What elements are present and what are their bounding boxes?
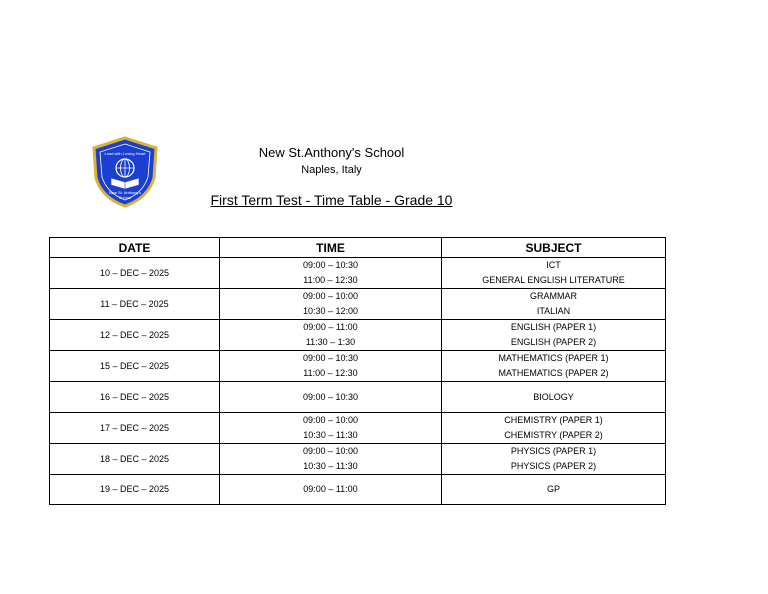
time-cell [220,289,442,320]
time-cell [220,444,442,475]
time-slot: 10:30 – 11:30 [303,461,358,471]
time-cell [220,413,442,444]
logo-caption-line1: New St. Anthony's [108,190,142,195]
timetable-body [50,258,666,505]
subject-name: GP [546,484,560,494]
time-slot: 10:30 – 11:30 [303,430,358,440]
column-header-time: TIME [220,238,442,258]
subject-name: BIOLOGY [533,391,574,402]
subject-cell [442,475,666,505]
date-cell: 10 – DEC – 2025 [50,258,220,289]
subject-name: PHYSICS (PAPER 1) [510,446,597,456]
subject-name: MATHEMATICS (PAPER 2) [498,368,609,378]
table-row [50,382,666,413]
table-row [50,289,666,320]
subject-cell [442,444,666,475]
subject-cell [442,258,666,289]
subject-name: MATHEMATICS (PAPER 1) [498,353,609,363]
subject-name: GENERAL ENGLISH LITERATURE [482,275,625,285]
subject-name: ENGLISH (PAPER 2) [510,337,597,347]
timetable-header-row [50,238,666,258]
time-slot: 09:00 – 11:00 [303,484,358,494]
date-cell: 12 – DEC – 2025 [50,320,220,351]
table-row [50,475,666,505]
date-cell: 16 – DEC – 2025 [50,382,220,413]
time-cell [220,258,442,289]
school-location: Naples, Italy [301,164,362,176]
time-slot: 09:00 – 10:00 [302,446,359,456]
date-cell: 18 – DEC – 2025 [50,444,220,475]
table-row [50,413,666,444]
subject-cell [442,413,666,444]
subject-name: CHEMISTRY (PAPER 2) [504,430,603,440]
time-slot: 09:00 – 10:30 [302,260,359,270]
time-slot: 09:00 – 10:30 [302,391,359,402]
time-cell [220,475,442,505]
time-slot: 11:00 – 12:30 [303,275,358,285]
page-title-text: First Term Test - Time Table - Grade 10 [210,192,453,208]
subject-cell [442,289,666,320]
column-header-date: DATE [50,238,220,258]
subject-cell [442,320,666,351]
subject-name: GRAMMAR [530,291,577,301]
time-cell [220,320,442,351]
date-cell: 17 – DEC – 2025 [50,413,220,444]
time-slot: 11:00 – 12:30 [303,368,358,378]
subject-name: ICT [546,260,561,270]
subject-name: ITALIAN [536,306,571,316]
date-cell: 19 – DEC – 2025 [50,475,220,505]
table-row [50,320,666,351]
subject-name: CHEMISTRY (PAPER 1) [504,415,603,425]
column-header-subject: SUBJECT [442,238,666,258]
date-cell: 11 – DEC – 2025 [50,289,220,320]
time-cell [220,382,442,413]
time-cell [220,351,442,382]
subject-name: PHYSICS (PAPER 2) [510,461,597,471]
timetable [49,237,666,505]
table-row [50,351,666,382]
date-cell: 15 – DEC – 2025 [50,351,220,382]
subject-name: ENGLISH (PAPER 1) [510,322,597,332]
time-slot: 11:30 – 1:30 [305,337,356,347]
table-row [50,258,666,289]
subject-cell [442,382,666,413]
time-slot: 09:00 – 11:00 [303,322,358,332]
time-slot: 09:00 – 10:00 [302,291,359,301]
time-slot: 09:00 – 10:30 [302,353,359,363]
logo-caption-line2: School [118,195,132,200]
time-slot: 09:00 – 10:00 [302,415,359,425]
logo-motto: Lead with Loving Heart [104,151,146,156]
time-slot: 10:30 – 12:00 [302,306,359,316]
subject-cell [442,351,666,382]
school-name: New St.Anthony's School [258,145,405,160]
page-title [0,192,663,208]
table-row [50,444,666,475]
